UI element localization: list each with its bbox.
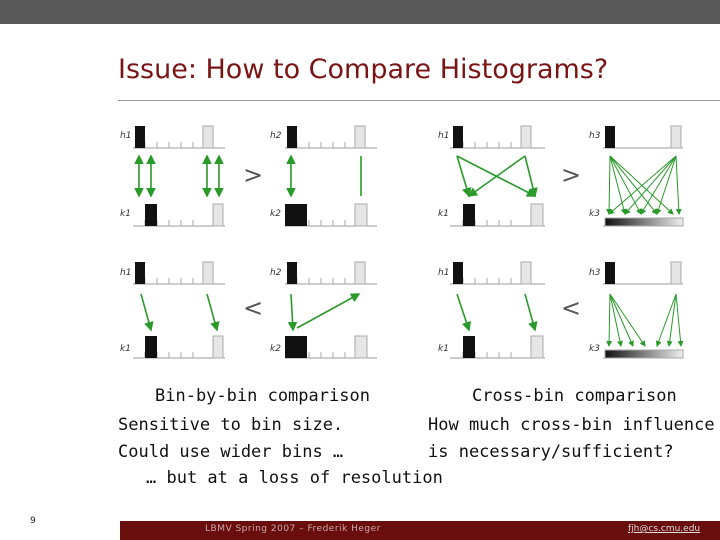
left-text [118,412,443,492]
label-h3-d: h3 [589,268,601,278]
left-line-1: Sensitive to bin size. [118,415,344,435]
left-line-2: Could use wider bins … [118,441,344,462]
label-h1-a: h1 [120,131,132,141]
label-h1-b: h1 [120,268,132,278]
less-than-symbol-right: < [561,294,582,322]
greater-than-symbol-right: > [561,161,582,189]
greater-than-symbol-left: > [243,161,264,189]
page-number: 9 [30,516,36,526]
footer-course-label: LBMV Spring 2007 – Frederik Heger [205,524,381,534]
label-k1-b: k1 [120,344,131,354]
label-h2-a: h2 [270,131,282,141]
label-k2-a: k2 [270,209,281,219]
label-k1-d: k1 [438,344,449,354]
left-heading: Bin-by-bin comparison [155,386,370,406]
left-line-3: … but at a loss of resolution [146,468,443,488]
label-k1-c: k1 [438,209,449,219]
right-heading: Cross-bin comparison [472,386,677,406]
slide-title: Issue: How to Compare Histograms? [118,54,609,85]
label-k3-c: k3 [589,209,600,219]
label-h3-c: h3 [589,131,601,141]
top-bar [0,0,720,24]
footer-email-link[interactable]: fjh@cs.cmu.edu [628,524,701,534]
histogram-comparison-figure [115,118,705,378]
less-than-symbol-left: < [243,294,264,322]
title-divider [118,100,720,101]
label-h1-c: h1 [438,131,450,141]
right-line-2: is necessary/sufficient? [428,441,674,462]
label-k2-b: k2 [270,344,281,354]
right-text [428,412,715,465]
label-k3-d: k3 [589,344,600,354]
label-h1-d: h1 [438,268,450,278]
label-h2-b: h2 [270,268,282,278]
label-k1-a: k1 [120,209,131,219]
right-line-1: How much cross-bin influence [428,415,715,435]
